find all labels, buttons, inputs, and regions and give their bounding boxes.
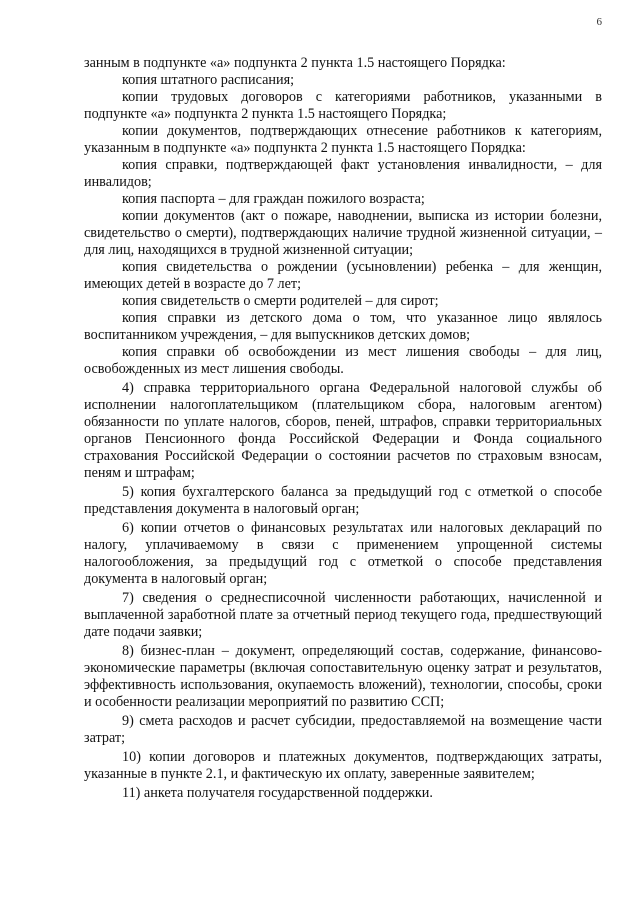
paragraph: копия свидетельств о смерти родителей – для сирот; [122,293,439,309]
paragraph: занным в подпункте «а» подпункта 2 пункта 1.5 настоящего Порядка: [84,55,506,71]
paragraph: копия справки, подтверждающей факт установления инвалидности, – для инвалидов; [84,157,602,190]
paragraph: 7) сведения о среднесписочной численности работающих, начисленной и выплаченной заработной плате за отчетный период текущего года, предшествующий дате подачи заявки; [84,590,602,640]
paragraph: копия паспорта – для граждан пожилого возраста; [122,191,425,207]
paragraph: копия справки об освобождении из мест лишения свободы – для лиц, освобожденных из мест лишения свободы. [84,344,602,377]
document-body [84,55,602,802]
paragraph: копия свидетельства о рождении (усыновлении) ребенка – для женщин, имеющих детей в возрасте до 7 лет; [84,259,602,292]
paragraph: 6) копии отчетов о финансовых результатах или налоговых деклараций по налогу, уплачиваемому в связи с применением упрощенной системы налогообложения, за предыдущий год с отметкой о способе представления документа в налоговый орган; [84,520,602,587]
paragraph: копии документов (акт о пожаре, наводнении, выписка из истории болезни, свидетельство о смерти), подтверждающих наличие трудной жизненной ситуации, – для лиц, находящихся в трудной жизненной ситуации; [84,208,602,258]
paragraph: 8) бизнес-план – документ, определяющий состав, содержание, финансово-экономические параметры (включая сопоставительную оценку затрат и результатов, эффективность использования, окупаемость вложений), технологии, способы, сроки и особенности реализации мероприятий по развитию ССП; [84,643,602,710]
paragraph: 9) смета расходов и расчет субсидии, предоставляемой на возмещение части затрат; [84,713,602,746]
paragraph: копия справки из детского дома о том, что указанное лицо являлось воспитанником учреждения, – для выпускников детских домов; [84,310,602,343]
paragraph: 10) копии договоров и платежных документов, подтверждающих затраты, указанные в пункте 2.1, и фактическую их оплату, заверенные заявителем; [84,749,602,782]
paragraph: 11) анкета получателя государственной поддержки. [122,785,433,801]
page-number: 6 [596,16,602,28]
paragraph: 5) копия бухгалтерского баланса за предыдущий год с отметкой о способе представления документа в налоговый орган; [84,484,602,517]
paragraph: копии документов, подтверждающих отнесение работников к категориям, указанным в подпункте «а» подпункта 2 пункта 1.5 настоящего Порядка: [84,123,602,156]
paragraph: копии трудовых договоров с категориями работников, указанными в подпункте «а» подпункта 2 пункта 1.5 настоящего Порядка; [84,89,602,122]
paragraph: 4) справка территориального органа Федеральной налоговой службы об исполнении налогоплательщиком (плательщиком сбора, налоговым агентом) обязанности по уплате налогов, сборов, пеней, штрафов, справки территориальных органов Пенсионного фонда Российской Федерации и Фонда социального страхования Российской Федерации о состоянии расчетов по страховым взносам, пеням и штрафам; [84,380,602,481]
paragraph: копия штатного расписания; [122,72,295,88]
